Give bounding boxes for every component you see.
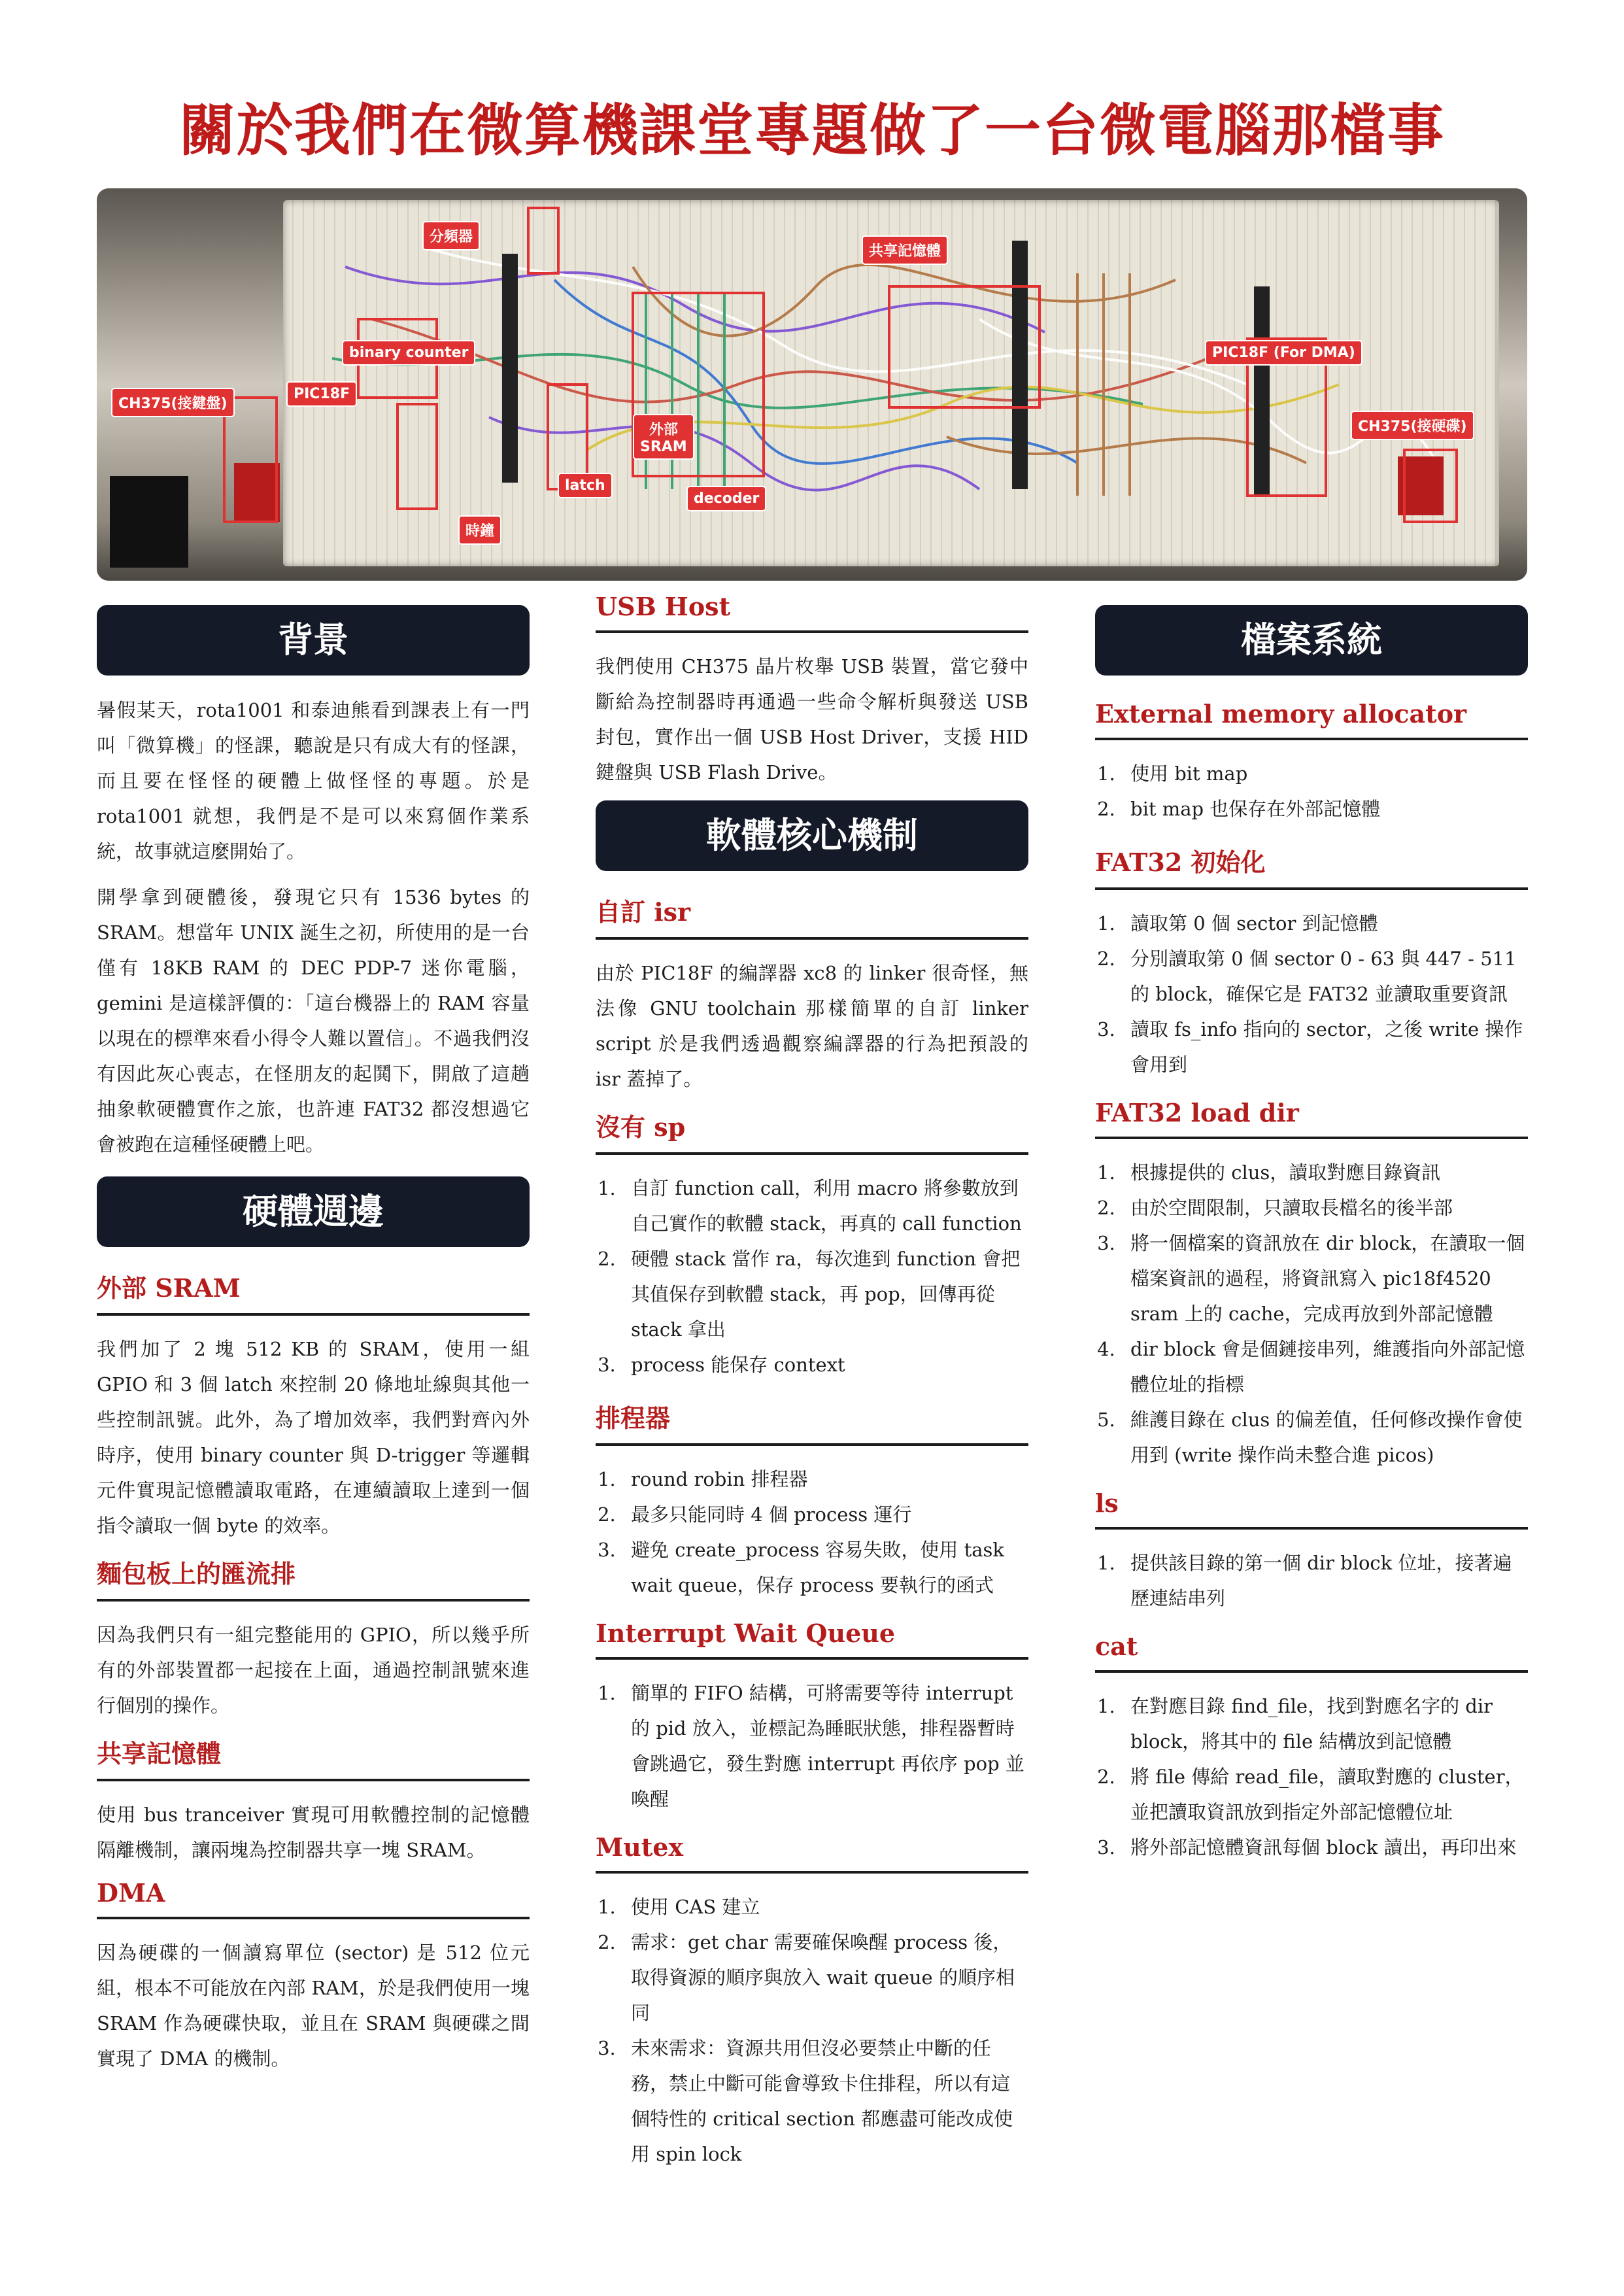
- heading-fat32-load-dir: FAT32 load dir: [1095, 1098, 1528, 1139]
- label-clock: 時鐘: [458, 515, 501, 545]
- list-item: 2. 硬體 stack 當作 ra，每次進到 function 會把其值保存到軟體 stack，再 pop，回傳再從 stack 拿出: [622, 1241, 1028, 1347]
- label-external-sram: 外部 SRAM: [633, 414, 694, 460]
- list-item: 1. 根據提供的 clus，讀取對應目錄資訊: [1121, 1155, 1528, 1190]
- list-item: 2. 分別讀取第 0 個 sector 0 - 63 與 447 - 511 的 block，確保它是 FAT32 並讀取重要資訊: [1121, 941, 1528, 1012]
- list-interrupt-wait-queue: [596, 1675, 1028, 1817]
- heading-allocator: External memory allocator: [1095, 699, 1528, 740]
- banner-background: 背景: [97, 605, 530, 676]
- text-usb-host: 我們使用 CH375 晶片枚舉 USB 裝置，當它發中斷給為控制器時再通過一些命令解析與發送 USB 封包，實作出一個 USB Host Driver，支援 HID 鍵盤與 USB Flash Drive。: [596, 655, 1028, 783]
- heading-scheduler: 排程器: [596, 1398, 1028, 1446]
- column-right: [1095, 605, 1528, 1881]
- list-item: 1. 讀取第 0 個 sector 到記憶體: [1121, 906, 1528, 941]
- text-external-sram: 我們加了 2 塊 512 KB 的 SRAM，使用一組 GPIO 和 3 個 latch 來控制 20 條地址線與其他一些控制訊號。此外，為了增加效率，我們對齊內外時序，使用 binary counter 與 D-trigger 等邏輯元件實現記憶體讀取電路，在連續讀取上達到一個指令讀取一個 byte 的效率。: [97, 1338, 530, 1537]
- column-middle: [596, 592, 1028, 2187]
- heading-shared-memory: 共享記憶體: [97, 1734, 530, 1781]
- list-item: 1. 簡單的 FIFO 結構，可將需要等待 interrupt 的 pid 放入，並標記為睡眠狀態，排程器暫時會跳過它，發生對應 interrupt 再依序 pop 並喚醒: [622, 1675, 1028, 1817]
- list-item: 3. 將一個檔案的資訊放在 dir block，在讀取一個檔案資訊的過程，將資訊寫入 pic18f4520 sram 上的 cache，完成再放到外部記憶體: [1121, 1225, 1528, 1331]
- list-scheduler: [596, 1462, 1028, 1603]
- list-item: 1. 使用 bit map: [1121, 756, 1528, 791]
- heading-cat: cat: [1095, 1632, 1528, 1673]
- label-ch375-keyboard: CH375(接鍵盤): [111, 388, 235, 417]
- list-item: 3. 讀取 fs_info 指向的 sector，之後 write 操作會用到: [1121, 1012, 1528, 1082]
- label-freq-divider: 分頻器: [422, 221, 480, 250]
- list-cat: [1095, 1688, 1528, 1865]
- banner-kernel: 軟體核心機制: [596, 800, 1028, 871]
- list-item: 1. 提供該目錄的第一個 dir block 位址，接著遍歷連結串列: [1121, 1545, 1528, 1616]
- label-ch375-disk: CH375(接硬碟): [1351, 411, 1474, 440]
- text-shared-memory: 使用 bus tranceiver 實現可用軟體控制的記憶體隔離機制，讓兩塊為控制器共享一塊 SRAM。: [97, 1804, 530, 1861]
- list-item: 2. bit map 也保存在外部記憶體: [1121, 791, 1528, 827]
- heading-bus: 麵包板上的匯流排: [97, 1554, 530, 1602]
- column-left: [97, 605, 530, 2087]
- heading-fat32-init: FAT32 初始化: [1095, 842, 1528, 890]
- text-dma: 因為硬碟的一個讀寫單位 (sector) 是 512 位元組，根本不可能放在內部 RAM，於是我們使用一塊 SRAM 作為硬碟快取，並且在 SRAM 與硬碟之間實現了 DMA 的機制。: [97, 1942, 530, 2070]
- list-no-sp: [596, 1171, 1028, 1382]
- label-shared-memory: 共享記憶體: [862, 235, 948, 265]
- heading-ls: ls: [1095, 1488, 1528, 1530]
- heading-mutex: Mutex: [596, 1832, 1028, 1874]
- list-item: 1. round robin 排程器: [622, 1462, 1028, 1497]
- label-decoder: decoder: [686, 486, 766, 511]
- banner-hardware: 硬體週邊: [97, 1176, 530, 1247]
- banner-filesystem: 檔案系統: [1095, 605, 1528, 676]
- label-latch: latch: [558, 473, 613, 498]
- text-custom-isr: 由於 PIC18F 的編譯器 xc8 的 linker 很奇怪，無法像 GNU toolchain 那樣簡單的自訂 linker script 於是我們透過觀察編譯器的行為把預設的 isr 蓋掉了。: [596, 962, 1028, 1090]
- list-item: 1. 使用 CAS 建立: [622, 1889, 1028, 1925]
- label-pic18f-dma: PIC18F (For DMA): [1205, 340, 1362, 366]
- label-pic18f: PIC18F: [286, 381, 357, 407]
- heading-external-sram: 外部 SRAM: [97, 1268, 530, 1316]
- heading-custom-isr: 自訂 isr: [596, 892, 1028, 940]
- list-item: 1. 自訂 function call，利用 macro 將參數放到自己實作的軟體 stack，再真的 call function: [622, 1171, 1028, 1241]
- list-item: 2. 需求：get char 需要確保喚醒 process 後，取得資源的順序與放入 wait queue 的順序相同: [622, 1925, 1028, 2030]
- page-title: 關於我們在微算機課堂專題做了一台微電腦那檔事: [179, 98, 1445, 163]
- heading-interrupt-wait-queue: Interrupt Wait Queue: [596, 1619, 1028, 1660]
- background-paragraph-2: 開學拿到硬體後，發現它只有 1536 bytes 的 SRAM。想當年 UNIX 誕生之初，所使用的是一台僅有 18KB RAM 的 DEC PDP-7 迷你電腦，gemini 是這樣評價的：「這台機器上的 RAM 容量以現在的標準來看小得令人難以置信」。不過我們沒有因此灰心喪志，在怪朋友的起鬨下，開啟了這趟抽象軟硬體實作之旅，也許連 FAT32 都沒想過它會被跑在這種怪硬體上吧。: [97, 886, 530, 1156]
- list-ls: [1095, 1545, 1528, 1616]
- list-item: 3. 未來需求：資源共用但沒必要禁止中斷的任務，禁止中斷可能會導致卡住排程，所以有這個特性的 critical section 都應盡可能改成使用 spin lock: [622, 2030, 1028, 2172]
- heading-usb-host: USB Host: [596, 592, 1028, 633]
- list-mutex: [596, 1889, 1028, 2172]
- list-item: 4. dir block 會是個鏈接串列，維護指向外部記憶體位址的指標: [1121, 1331, 1528, 1402]
- label-binary-counter: binary counter: [342, 340, 475, 366]
- list-item: 5. 維護目錄在 clus 的偏差值，任何修改操作會使用到 (write 操作尚未整合進 picos): [1121, 1402, 1528, 1473]
- heading-dma: DMA: [97, 1878, 530, 1919]
- background-paragraph-1: 暑假某天，rota1001 和泰迪熊看到課表上有一門叫「微算機」的怪課，聽說是只有成大有的怪課，而且要在怪怪的硬體上做怪怪的專題。於是 rota1001 就想，我們是不是可以來寫個作業系統，故事就這麼開始了。: [97, 699, 530, 863]
- breadboard-photo: [97, 188, 1527, 581]
- heading-no-sp: 沒有 sp: [596, 1107, 1028, 1155]
- list-allocator: [1095, 756, 1528, 827]
- list-item: 2. 由於空間限制，只讀取長檔名的後半部: [1121, 1190, 1528, 1225]
- list-item: 3. 避免 create_process 容易失敗，使用 task wait queue，保存 process 要執行的函式: [622, 1532, 1028, 1603]
- list-item: 2. 最多只能同時 4 個 process 運行: [622, 1497, 1028, 1532]
- list-item: 3. 將外部記憶體資訊每個 block 讀出，再印出來: [1121, 1830, 1528, 1865]
- list-fat32-load-dir: [1095, 1155, 1528, 1473]
- list-item: 2. 將 file 傳給 read_file，讀取對應的 cluster，並把讀取資訊放到指定外部記憶體位址: [1121, 1759, 1528, 1830]
- text-bus: 因為我們只有一組完整能用的 GPIO，所以幾乎所有的外部裝置都一起接在上面，通過控制訊號來進行個別的操作。: [97, 1624, 530, 1717]
- list-item: 1. 在對應目錄 find_file，找到對應名字的 dir block，將其中的 file 結構放到記憶體: [1121, 1688, 1528, 1759]
- list-fat32-init: [1095, 906, 1528, 1082]
- list-item: 3. process 能保存 context: [622, 1347, 1028, 1382]
